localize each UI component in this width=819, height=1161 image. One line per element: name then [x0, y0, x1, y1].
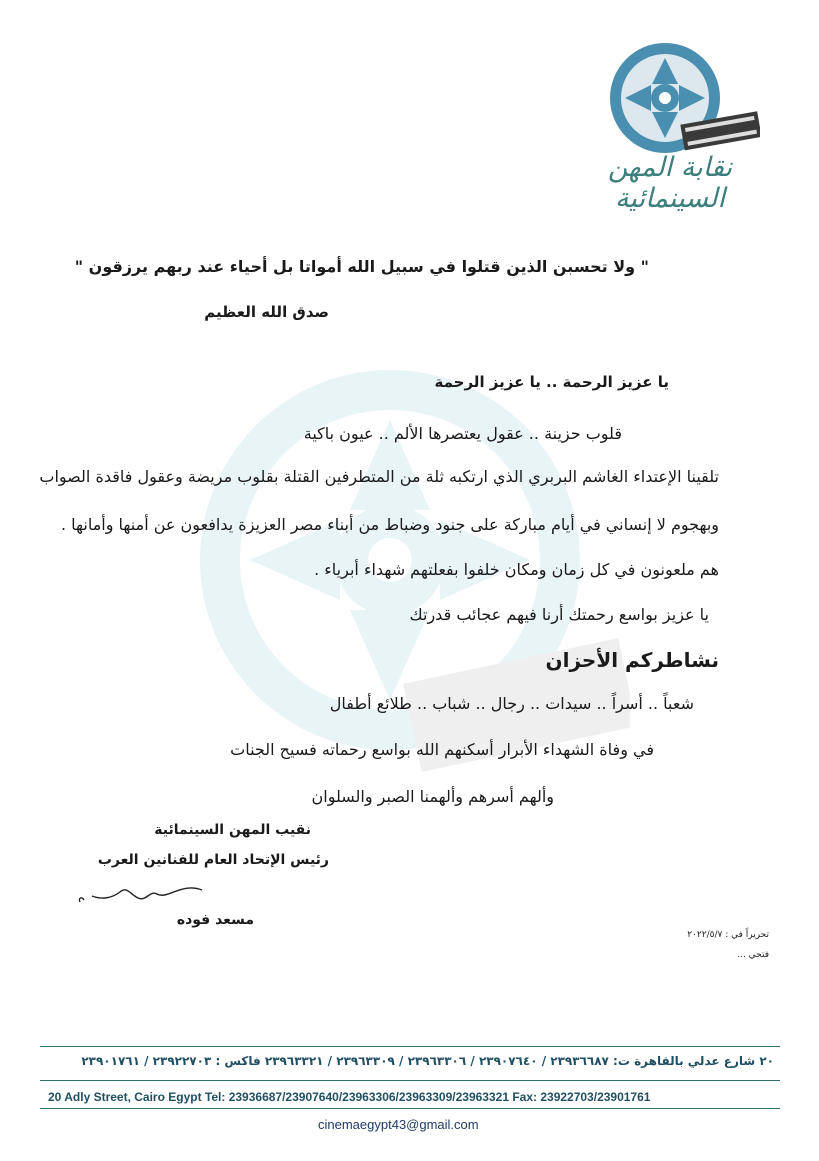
film-reel-logo [590, 40, 760, 160]
footer-divider-bottom [40, 1108, 780, 1109]
body-line-3: وبهجوم لا إنساني في أيام مباركة على جنود وضباط من أبناء مصر العزيزة يدافعون عن أمنها وأمانها . [60, 515, 719, 534]
closing-line-3: وألهم أسرهم وألهمنا الصبر والسلوان [311, 787, 554, 806]
issue-date: تحريراً في : ٢٠٢٢/٥/٧ [687, 930, 769, 940]
handwritten-signature [72, 880, 212, 912]
quran-verse: " ولا تحسبن الذين قتلوا في سبيل الله أمواتا بل أحياء عند ربهم يرزقون " [74, 257, 649, 276]
closing-line-1: شعباً .. أسراً .. سيدات .. رجال .. شباب .. طلائع أطفال [329, 694, 694, 713]
footer-email: cinemaegypt43@gmail.com [318, 1117, 479, 1132]
body-line-1: قلوب حزينة .. عقول يعتصرها الألم .. عيون باكية [303, 424, 622, 443]
footer-divider-mid [40, 1080, 780, 1081]
signatory-role: رئيس الإتحاد العام للفنانين العرب [97, 852, 329, 868]
body-line-5: يا عزيز بواسع رحمتك أرنا فيهم عجائب قدرتك [409, 605, 709, 624]
closing-line-2: في وفاة الشهداء الأبرار أسكنهم الله بواسع رحماته فسيح الجنات [230, 740, 654, 759]
signatory-title: نقيب المهن السينمائية [154, 822, 311, 838]
verse-source: صدق الله العظيم [204, 303, 329, 321]
salutation: يا عزيز الرحمة .. يا عزيز الرحمة [434, 373, 669, 391]
reference-note: فتحي ... [737, 950, 769, 960]
body-line-4: هم ملعونون في كل زمان ومكان خلفوا بفعلتهم شهداء أبرياء . [314, 560, 719, 579]
footer-address-english: 20 Adly Street, Cairo Egypt Tel: 23936687/23907640/23963306/23963309/23963321 Fax: 23922703/23901761 [48, 1090, 651, 1104]
condolence-heading: نشاطركم الأحزان [545, 648, 719, 672]
body-line-2: تلقينا الإعتداء الغاشم البربري الذي ارتكبه ثلة من المتطرفين القتلة بقلوب مريضة وعقول فاقدة الصواب [39, 467, 719, 486]
footer-divider-top [40, 1046, 780, 1047]
logo-text: نقابة المهن السينمائية [607, 152, 733, 214]
signatory-name: مسعد فوده [176, 912, 254, 928]
footer-address-arabic: ٢٠ شارع عدلي بالقاهرة ت: ٢٣٩٣٦٦٨٧ / ٢٣٩٠٧٦٤٠ / ٢٣٩٦٣٣٠٦ / ٢٣٩٦٣٣٠٩ / ٢٣٩٦٣٣٢١ فاكس : ٢٣٩٢٢٧٠٣ / ٢٣٩٠١٧٦١ [81, 1054, 774, 1068]
